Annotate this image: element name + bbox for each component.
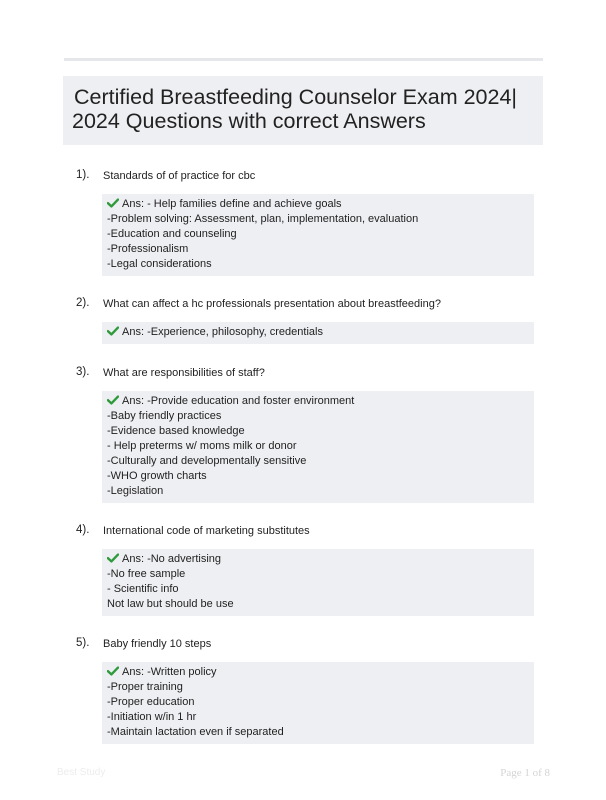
question-number: 5). xyxy=(76,637,90,649)
answer-text: Ans: - Help families define and achieve goals xyxy=(122,198,342,210)
answer-line: - Scientific info xyxy=(107,583,179,595)
answer-line: -Education and counseling xyxy=(107,228,237,240)
answer-box xyxy=(102,194,534,276)
answer-text: Ans: -Written policy xyxy=(122,666,217,678)
answer-line xyxy=(107,197,534,212)
question-number: 1). xyxy=(76,169,90,181)
answer-line xyxy=(107,325,534,340)
question-number: 2). xyxy=(76,297,90,309)
question-text: International code of marketing substitutes xyxy=(103,525,310,537)
answer-line: -Maintain lactation even if separated xyxy=(107,726,284,738)
question-text: Baby friendly 10 steps xyxy=(103,638,212,650)
answer-line: - Help preterms w/ moms milk or donor xyxy=(107,440,297,452)
answer-box xyxy=(102,549,534,616)
check-icon xyxy=(107,198,119,208)
answer-line: Not law but should be use xyxy=(107,598,234,610)
answer-line: -WHO growth charts xyxy=(107,470,207,482)
page-indicator: Page 1 of 8 xyxy=(500,767,550,779)
title-banner xyxy=(63,76,543,145)
check-icon xyxy=(107,666,119,676)
question-text: Standards of of practice for cbc xyxy=(103,170,256,182)
question-text: What are responsibilities of staff? xyxy=(103,367,265,379)
answer-line: -Proper training xyxy=(107,681,183,693)
answer-line xyxy=(107,665,534,680)
question-number: 3). xyxy=(76,366,90,378)
answer-line: -Legislation xyxy=(107,485,164,497)
answer-line: -Proper education xyxy=(107,696,195,708)
question-number: 4). xyxy=(76,524,90,536)
answer-box xyxy=(102,322,534,344)
answer-text: Ans: -No advertising xyxy=(122,553,222,565)
answer-line: -Initiation w/in 1 hr xyxy=(107,711,197,723)
answer-line xyxy=(107,552,534,567)
answer-line: -Culturally and developmentally sensitive xyxy=(107,455,307,467)
check-icon xyxy=(107,326,119,336)
check-icon xyxy=(107,553,119,563)
answer-line: -Legal considerations xyxy=(107,258,212,270)
document-title-line-1: Certified Breastfeeding Counselor Exam 2024| xyxy=(74,85,517,109)
answer-line: -No free sample xyxy=(107,568,186,580)
header-divider xyxy=(64,58,543,61)
question-text: What can affect a hc professionals presentation about breastfeeding? xyxy=(103,298,441,310)
answer-line xyxy=(107,394,534,409)
footer-watermark: Best Study xyxy=(57,767,106,778)
answer-box xyxy=(102,391,534,503)
answer-line: -Evidence based knowledge xyxy=(107,425,245,437)
answer-text: Ans: -Experience, philosophy, credentials xyxy=(122,326,323,338)
answer-line: -Problem solving: Assessment, plan, implementation, evaluation xyxy=(107,213,419,225)
answer-line: -Professionalism xyxy=(107,243,189,255)
check-icon xyxy=(107,395,119,405)
document-title-line-2: 2024 Questions with correct Answers xyxy=(72,109,426,133)
answer-line: -Baby friendly practices xyxy=(107,410,222,422)
answer-text: Ans: -Provide education and foster environment xyxy=(122,395,355,407)
answer-box xyxy=(102,662,534,744)
